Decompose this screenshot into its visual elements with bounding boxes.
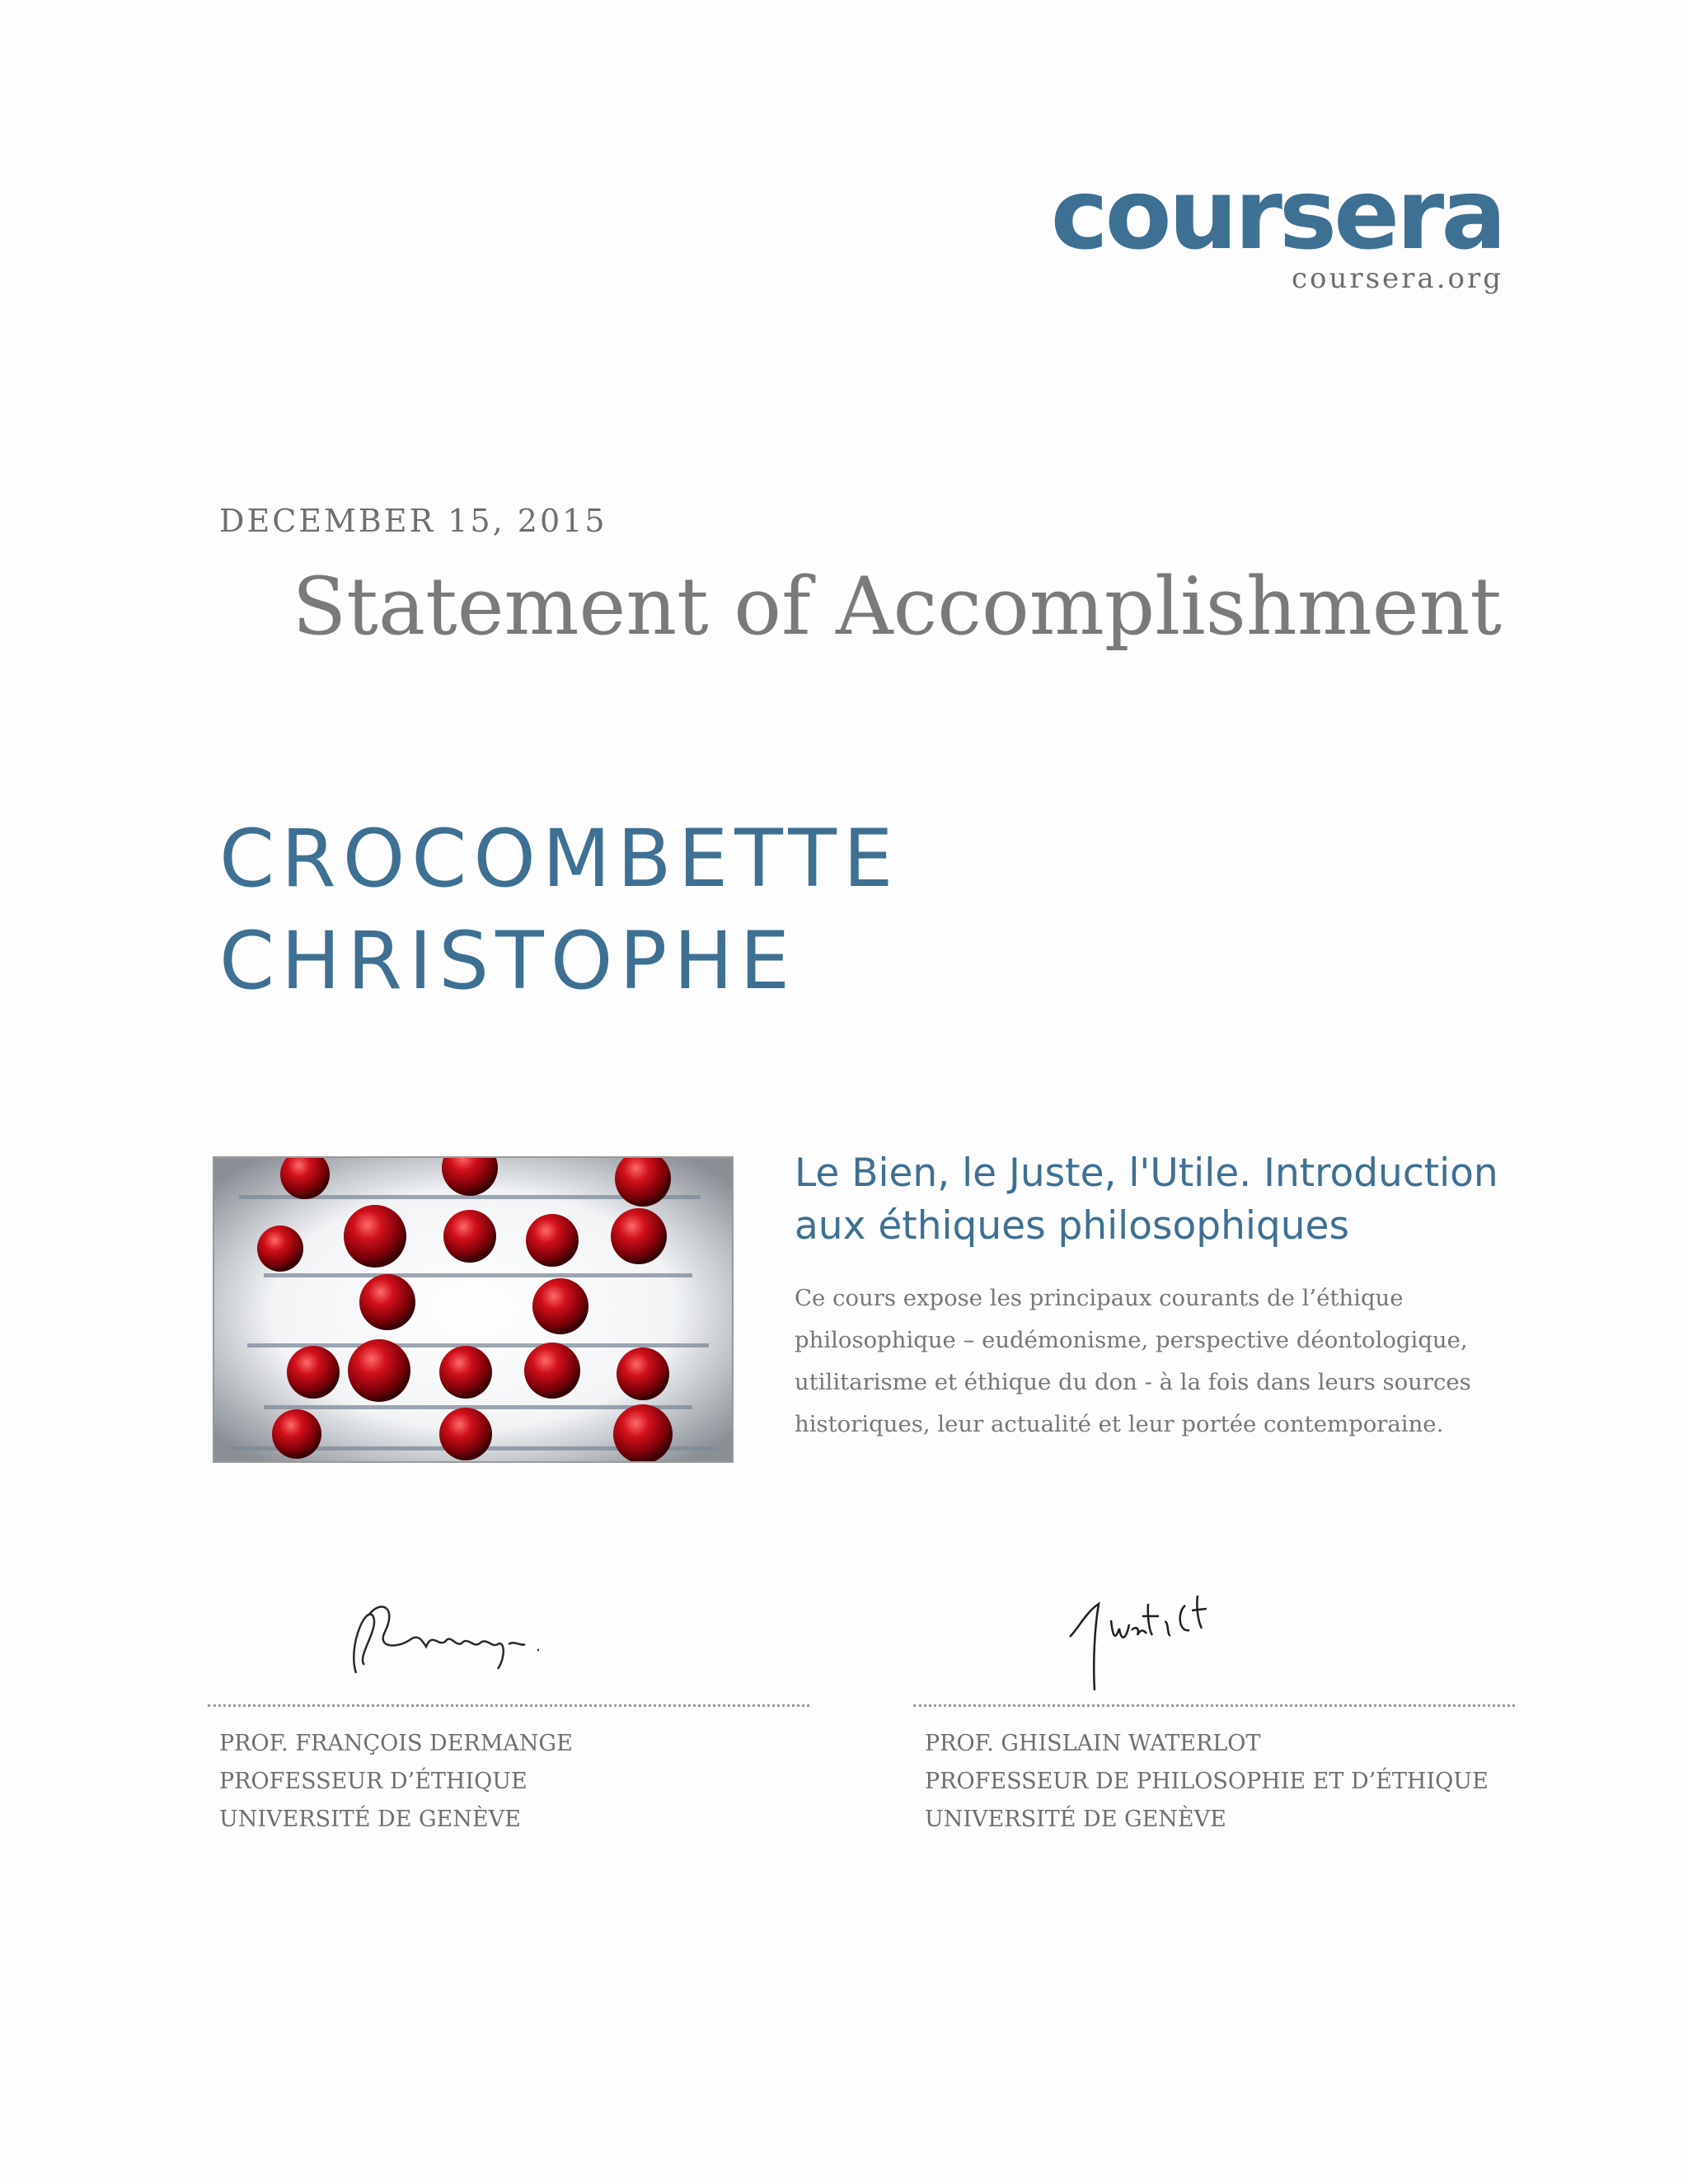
signatory-name: PROF. GHISLAIN WATERLOT [925, 1731, 1261, 1756]
course-image [213, 1156, 734, 1463]
logo-url: coursera.org [1291, 262, 1503, 295]
signature-dermange-icon [208, 1582, 809, 1698]
signature-line [208, 1704, 809, 1707]
signatory-details [208, 1725, 809, 1839]
signatory-role: PROFESSEUR D’ÉTHIQUE [219, 1769, 528, 1794]
signatory-role: PROFESSEUR DE PHILOSOPHIE ET D’ÉTHIQUE [925, 1769, 1489, 1794]
signature-waterlot-icon [913, 1582, 1515, 1698]
coursera-logo [989, 157, 1517, 313]
recipient-name [219, 808, 899, 1012]
signatory-name: PROF. FRANÇOIS DERMANGE [219, 1731, 573, 1756]
course-description: Ce cours expose les principaux courants de l’éthique philosophique – eudémonisme, perspective déontologique, utilitarisme et éthique du don - à la fois dans leurs sources historiques, leur actualité et leur portée contemporaine. [795, 1285, 1471, 1437]
course-title: Le Bien, le Juste, l'Utile. Introduction aux éthiques philosophiques [795, 1151, 1498, 1249]
red-spheres-image-icon [214, 1158, 732, 1461]
signatory-details [913, 1725, 1515, 1839]
signatory-institution: UNIVERSITÉ DE GENÈVE [925, 1807, 1226, 1832]
certificate-title: Statement of Accomplishment [292, 560, 1502, 653]
certificate-date: DECEMBER 15, 2015 [219, 503, 607, 539]
recipient-name-line1: CROCOMBETTE [219, 813, 900, 905]
logo-wordmark: coursera [1050, 157, 1503, 271]
signatory-2 [913, 1582, 1515, 1839]
recipient-name-line2: CHRISTOPHE [219, 915, 797, 1007]
signature-line [913, 1704, 1515, 1707]
signatory-1 [208, 1582, 809, 1839]
signatory-institution: UNIVERSITÉ DE GENÈVE [219, 1807, 521, 1832]
